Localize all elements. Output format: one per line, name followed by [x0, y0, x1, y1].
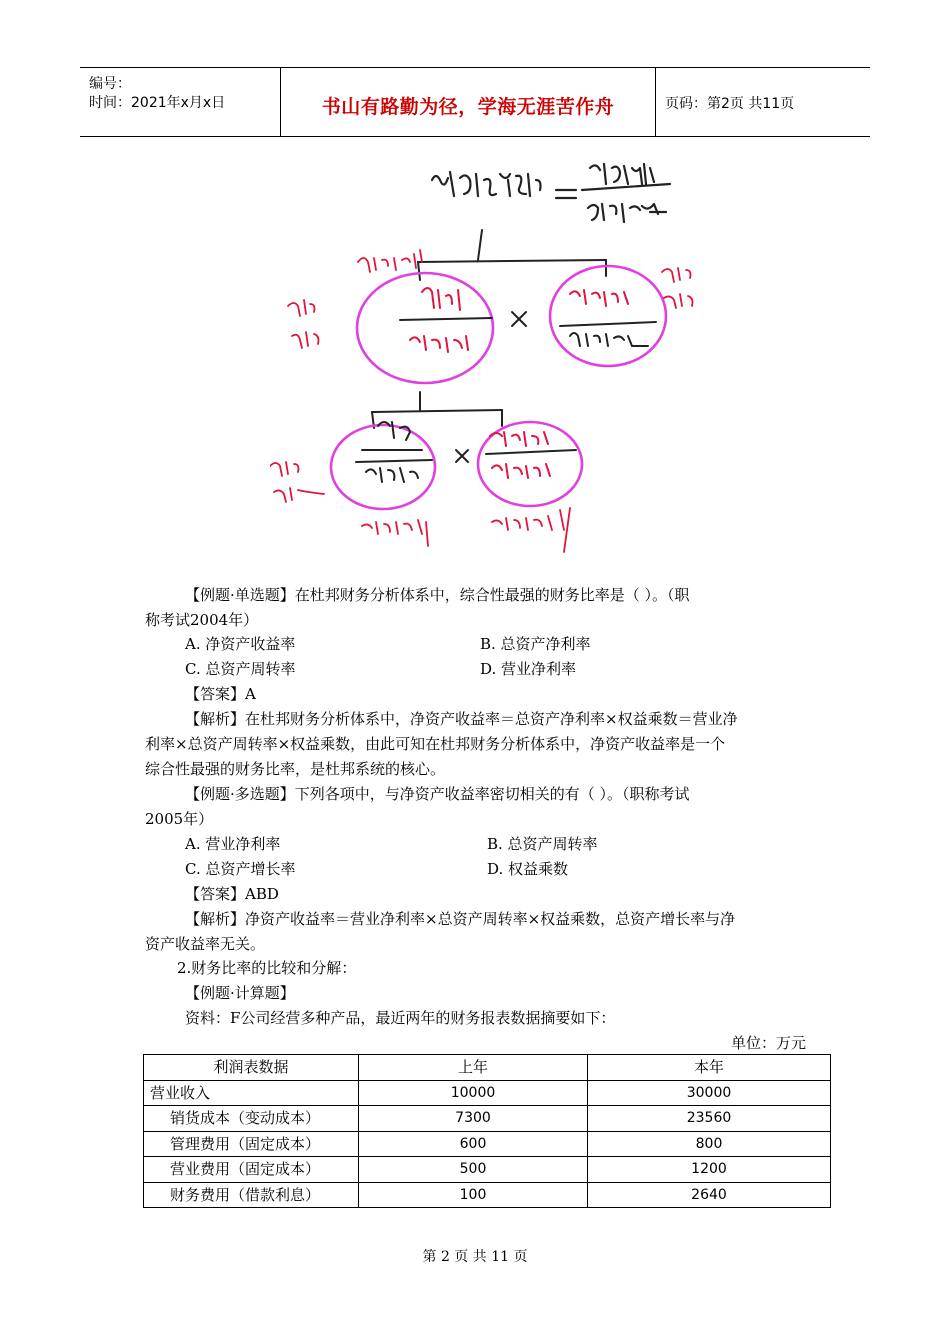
- table-header-row: [144, 1055, 831, 1081]
- row-curr-value: 1200: [588, 1157, 831, 1183]
- row-curr-value: 800: [588, 1131, 831, 1157]
- q1-answer: 【答案】A: [185, 685, 256, 703]
- q1-option-d: D. 营业净利率: [480, 660, 577, 678]
- serial-label: 编号：: [89, 76, 131, 92]
- header-cell-item: 利润表数据: [144, 1055, 359, 1081]
- page-number-label: 页码：第2页 共11页: [665, 96, 795, 112]
- row-curr-value: 30000: [588, 1080, 831, 1106]
- header-cell-curr-year: 本年: [588, 1055, 831, 1081]
- row-prev-value: 100: [359, 1182, 588, 1208]
- example-label: 【例题·计算题】: [185, 984, 295, 1002]
- q2-option-a: A. 营业净利率: [185, 835, 281, 853]
- section-heading: 2.财务比率的比较和分解：: [177, 959, 357, 977]
- table-row: [144, 1080, 831, 1106]
- material-text: 资料：F公司经营多种产品，最近两年的财务报表数据摘要如下：: [185, 1009, 616, 1027]
- top-formula-scribble: [432, 164, 670, 222]
- row-prev-value: 10000: [359, 1080, 588, 1106]
- q1-stem-line2: 称考试2004年）: [145, 611, 259, 629]
- row-curr-value: 23560: [588, 1106, 831, 1132]
- row-prev-value: 7300: [359, 1106, 588, 1132]
- multiply-signs: [456, 312, 526, 462]
- page-footer: 第 2 页 共 11 页: [422, 1249, 528, 1265]
- q1-analysis-line1: 【解析】在杜邦财务分析体系中，净资产收益率＝总资产净利率×权益乘数＝营业净: [185, 710, 738, 728]
- fraction-scribbles: [356, 318, 656, 482]
- unit-label: 单位：万元: [730, 1034, 806, 1052]
- q2-analysis-line1: 【解析】净资产收益率＝营业净利率×总资产周转率×权益乘数，总资产增长率与净: [185, 910, 736, 928]
- header-right-cell: [656, 68, 870, 136]
- q1-analysis-line3: 综合性最强的财务比率，是杜邦系统的核心。: [145, 760, 446, 778]
- row-label: 管理费用（固定成本）: [144, 1131, 359, 1157]
- q2-answer: 【答案】ABD: [185, 885, 279, 903]
- header-middle-cell: [281, 68, 656, 136]
- q2-option-c: C. 总资产增长率: [185, 860, 296, 878]
- header-cell-prev-year: 上年: [359, 1055, 588, 1081]
- income-statement-table: [143, 1054, 831, 1208]
- q2-stem-line2: 2005年）: [145, 810, 214, 828]
- q1-option-a: A. 净资产收益率: [185, 635, 296, 653]
- row-prev-value: 500: [359, 1157, 588, 1183]
- row-prev-value: 600: [359, 1131, 588, 1157]
- red-fraction-text: [410, 288, 628, 478]
- row-label: 营业费用（固定成本）: [144, 1157, 359, 1183]
- header-left-cell: [80, 68, 281, 136]
- tree-connectors: [372, 230, 606, 428]
- table-row: [144, 1106, 831, 1132]
- q2-stem-line1: 【例题·多选题】下列各项中，与净资产收益率密切相关的有（ ）。（职称考试: [185, 785, 690, 803]
- q1-option-c: C. 总资产周转率: [185, 660, 296, 678]
- page-header: [80, 67, 870, 137]
- row-label: 财务费用（借款利息）: [144, 1182, 359, 1208]
- q1-stem-line1: 【例题·单选题】在杜邦财务分析体系中，综合性最强的财务比率是（ ）。（职: [185, 586, 690, 604]
- q2-option-d: D. 权益乘数: [487, 860, 569, 878]
- q2-analysis-line2: 资产收益率无关。: [145, 935, 266, 953]
- q1-option-b: B. 总资产净利率: [480, 635, 591, 653]
- row-label: 销货成本（变动成本）: [144, 1106, 359, 1132]
- q2-option-b: B. 总资产周转率: [487, 835, 598, 853]
- row-curr-value: 2640: [588, 1182, 831, 1208]
- row-label: 营业收入: [144, 1080, 359, 1106]
- q1-analysis-line2: 利率×总资产周转率×权益乘数，由此可知在杜邦财务分析体系中，净资产收益率是一个: [145, 735, 726, 753]
- date-label: 时间：2021年x月x日: [89, 95, 226, 111]
- table-row: [144, 1157, 831, 1183]
- table-row: [144, 1131, 831, 1157]
- table-row: [144, 1182, 831, 1208]
- handwritten-dupont-diagram: [270, 150, 720, 570]
- motto: 书山有路勤为径，学海无涯苦作舟: [321, 96, 615, 118]
